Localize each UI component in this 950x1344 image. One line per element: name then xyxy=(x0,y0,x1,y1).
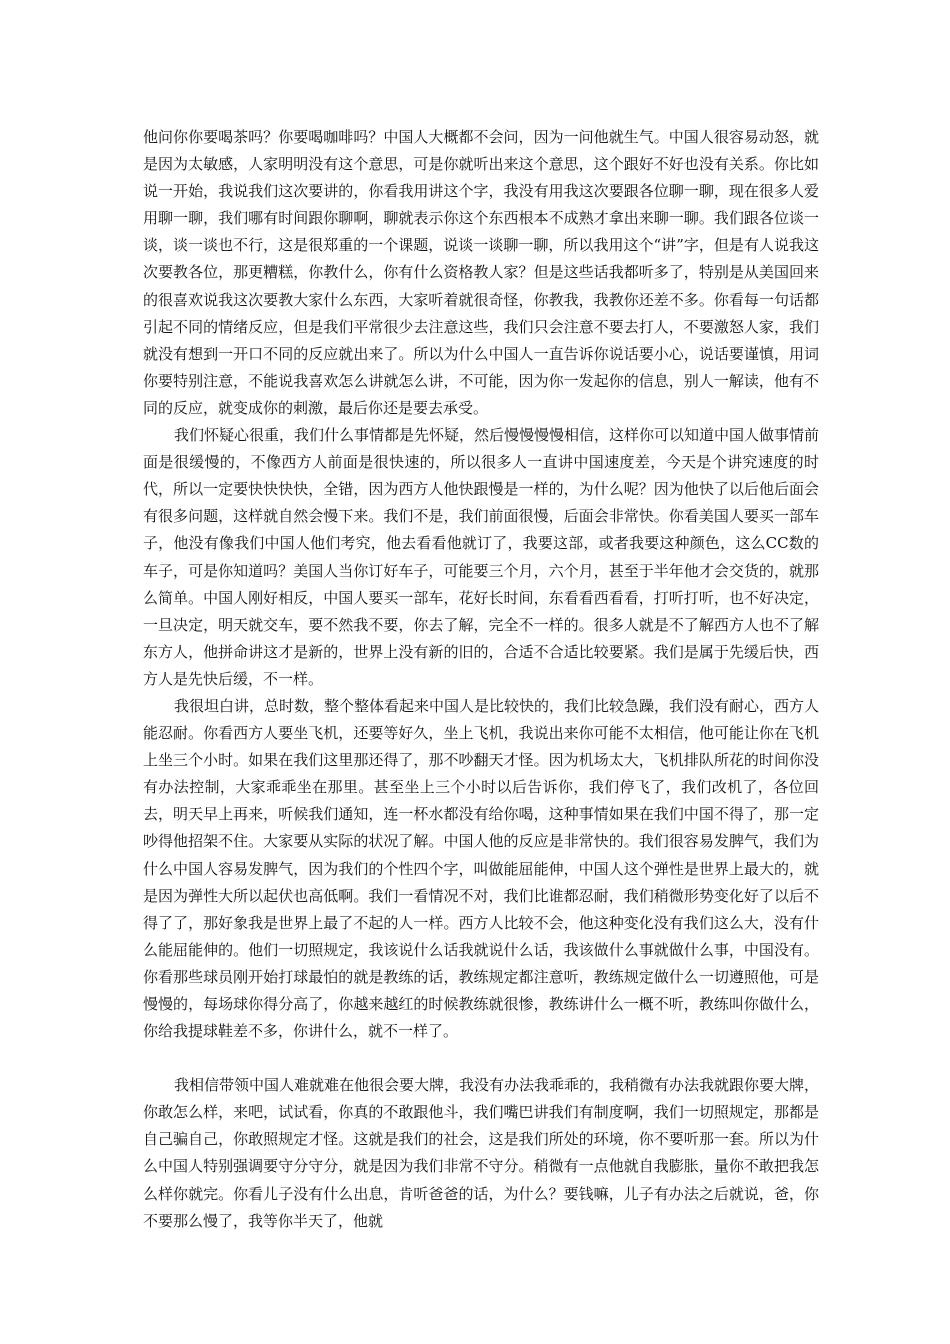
paragraph-2: 我们怀疑心很重，我们什么事情都是先怀疑，然后慢慢慢慢相信，这样你可以知道中国人做事情前面是很缓慢的，不像西方人前面是很快速的，所以很多人一直讲中国速度差，今天是个讲究速度的时代，所以一定要快快快快，全错，因为西方人他快跟慢是一样的，为什么呢？因为他快了以后他后面会有很多问题，这样就自然会慢下来。我们不是，我们前面很慢，后面会非常快。你看美国人要买一部车子，他没有像我们中国人他们考究，他去看看他就订了，我要这部，或者我要这种颜色，这么CC数的车子，可是你知道吗？美国人当你订好车子，可能要三个月，六个月，甚至于半年他才会交货的，就那么简单。中国人刚好相反，中国人要买一部车，花好长时间，东看看西看看，打听打听，也不好决定，一旦决定，明天就交车，要不然我不要，你去了解，完全不一样的。很多人就是不了解西方人也不了解东方人，他拼命讲这才是新的，世界上没有新的旧的，合适不合适比较要紧。我们是属于先缓后快，西方人是先快后缓，不一样。 xyxy=(143,426,820,688)
document-body xyxy=(143,124,819,1235)
paragraph-1: 他问你你要喝茶吗？你要喝咖啡吗？中国人大概都不会问，因为一问他就生气。中国人很容易动怒，就是因为太敏感，人家明明没有这个意思，可是你就听出来这个意思，这个跟好不好也没有关系。你比如说一开始，我说我们这次要讲的，你看我用讲这个字，我没有用我这次要跟各位聊一聊，现在很多人爱用聊一聊，我们哪有时间跟你聊啊，聊就表示你这个东西根本不成熟才拿出来聊一聊。我们跟各位谈一谈，谈一谈也不行，这是很郑重的一个课题，说谈一谈聊一聊，所以我用这个“讲”字，但是有人说我这次要教各位，那更糟糕，你教什么，你有什么资格教人家？但是这些话我都听多了，特别是从美国回来的很喜欢说我这次要教大家什么东西，大家听着就很奇怪，你教我，我教你还差不多。你看每一句话都引起不同的情绪反应，但是我们平常很少去注意这些，我们只会注意不要去打人，不要激怒人家，我们就没有想到一开口不同的反应就出来了。所以为什么中国人一直告诉你说话要小心，说话要谨慎，用词你要特别注意，不能说我喜欢怎么讲就怎么讲，不可能，因为你一发起你的信息，别人一解读，他有不同的反应，就变成你的刺激，最后你还是要去承受。 xyxy=(143,128,819,417)
paragraph-4: 我相信带领中国人难就难在他很会要大牌，我没有办法我乖乖的，我稍微有办法我就跟你要大牌，你敢怎么样，来吧，试试看，你真的不敢跟他斗，我们嘴巴讲我们有制度啊，我们一切照规定，那都是自己骗自己，你敢照规定才怪。这就是我们的社会，这是我们所处的环境，你不要听那一套。所以为什么中国人特别强调要守分守分，就是因为我们非常不守分。稍微有一点他就自我膨胀，量你不敢把我怎么样你就完。你看儿子没有什么出息，肯听爸爸的话，为什么？要钱嘛，儿子有办法之后就说，爸，你不要那么慢了，我等你半天了，他就 xyxy=(143,1076,820,1230)
paragraph-3: 我很坦白讲，总时数，整个整体看起来中国人是比较快的，我们比较急躁，我们没有耐心，西方人能忍耐。你看西方人要坐飞机，还要等好久，坐上飞机，我说出来你可能不太相信，他可能让你在飞机上坐三个小时。如果在我们这里那还得了，那不吵翻天才怪。因为机场太大，飞机排队所花的时间你没有办法控制，大家乖乖坐在那里。甚至坐上三个小时以后告诉你，我们停飞了，我们改机了，各位回去，明天早上再来，听候我们通知，连一杯水都没有给你喝，这种事情如果在我们中国不得了，那一定吵得他招架不住。大家要从实际的状况了解。中国人他的反应是非常快的。我们很容易发脾气，我们为什么中国人容易发脾气，因为我们的个性四个字，叫做能屈能伸，中国人这个弹性是世界上最大的，就是因为弹性大所以起伏也高低啊。我们一看情况不对，我们比谁都忍耐，我们稍微形势变化好了以后不得了了，那好象我是世界上最了不起的人一样。西方人比较不会，他这种变化没有我们这么大，没有什么能屈能伸的。他们一切照规定，我该说什么话我就说什么话，我该做什么事就做什么事，中国没有。你看那些球员刚开始打球最怕的就是教练的话，教练规定都注意听，教练规定做什么一切遵照他，可是慢慢的，每场球你得分高了，你越来越红的时候教练就很惨，教练讲什么一概不听，教练叫你做什么，你给我提球鞋差不多，你讲什么，就不一样了。 xyxy=(143,696,820,1041)
paragraph-spacer xyxy=(143,1045,819,1072)
